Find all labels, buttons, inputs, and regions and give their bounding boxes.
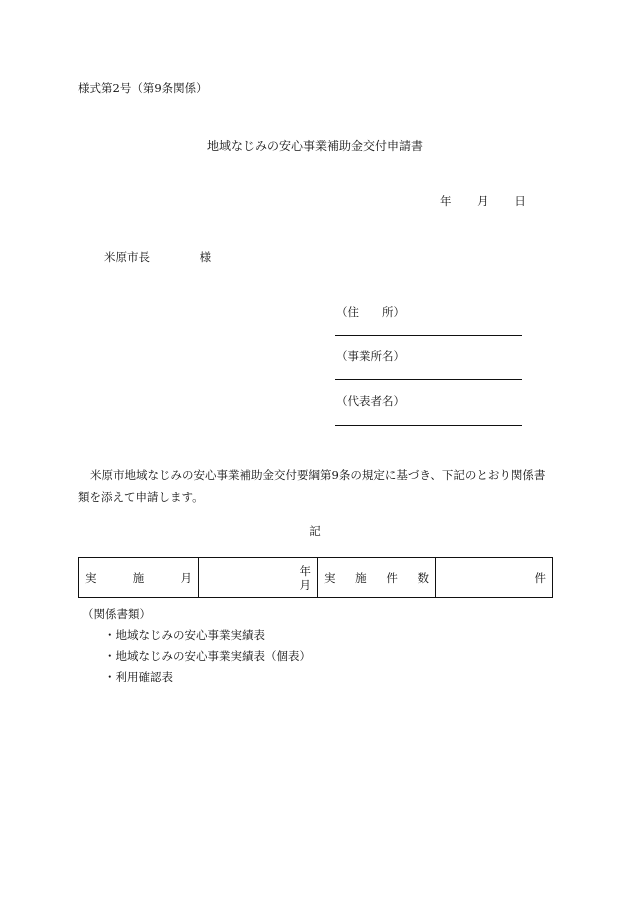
addressee-honorific: 様 [199,250,212,264]
label-char: 実 [324,570,336,585]
list-item: ・地域なじみの安心事業実績表（個表） [104,649,311,663]
addressee-name: 米原市長 [104,250,150,264]
date-month-label: 月 [477,194,489,208]
date-line [440,193,526,209]
record-table [78,557,553,598]
year-unit: 年 [299,563,311,578]
representative-field-label: （代表者名） [336,394,405,408]
implementation-count-value[interactable] [436,558,553,598]
implementation-month-value[interactable] [199,558,318,598]
date-day-label: 日 [514,194,526,208]
address-field-label: （住 所） [336,305,405,319]
list-item: ・利用確認表 [104,670,173,684]
ki-heading: 記 [309,524,321,538]
implementation-month-label [79,558,199,598]
list-item: ・地域なじみの安心事業実績表 [104,628,265,642]
implementation-count-label [318,558,436,598]
month-unit: 月 [299,577,311,592]
label-char: 月 [180,570,192,585]
label-char: 数 [417,570,429,585]
address-field-line[interactable] [335,335,522,336]
addressee [104,249,211,265]
label-char: 施 [132,570,145,585]
related-documents-heading: （関係書類） [82,607,151,621]
application-statement: 米原市地域なじみの安心事業補助金交付要綱第9条の規定に基づき、下記のとおり関係書類を添えて申請します。 [78,468,546,504]
business-name-field-label: （事業所名） [336,349,405,363]
business-name-field-line[interactable] [335,379,522,380]
date-year-label: 年 [440,194,452,208]
form-number: 様式第2号（第9条関係） [78,81,208,95]
label-char: 実 [85,570,97,585]
label-char: 施 [355,570,367,585]
document-title: 地域なじみの安心事業補助金交付申請書 [206,139,423,153]
count-unit: 件 [534,570,546,585]
representative-field-line[interactable] [335,425,522,426]
table-row [79,558,553,598]
label-char: 件 [386,570,398,585]
related-documents [82,604,311,688]
